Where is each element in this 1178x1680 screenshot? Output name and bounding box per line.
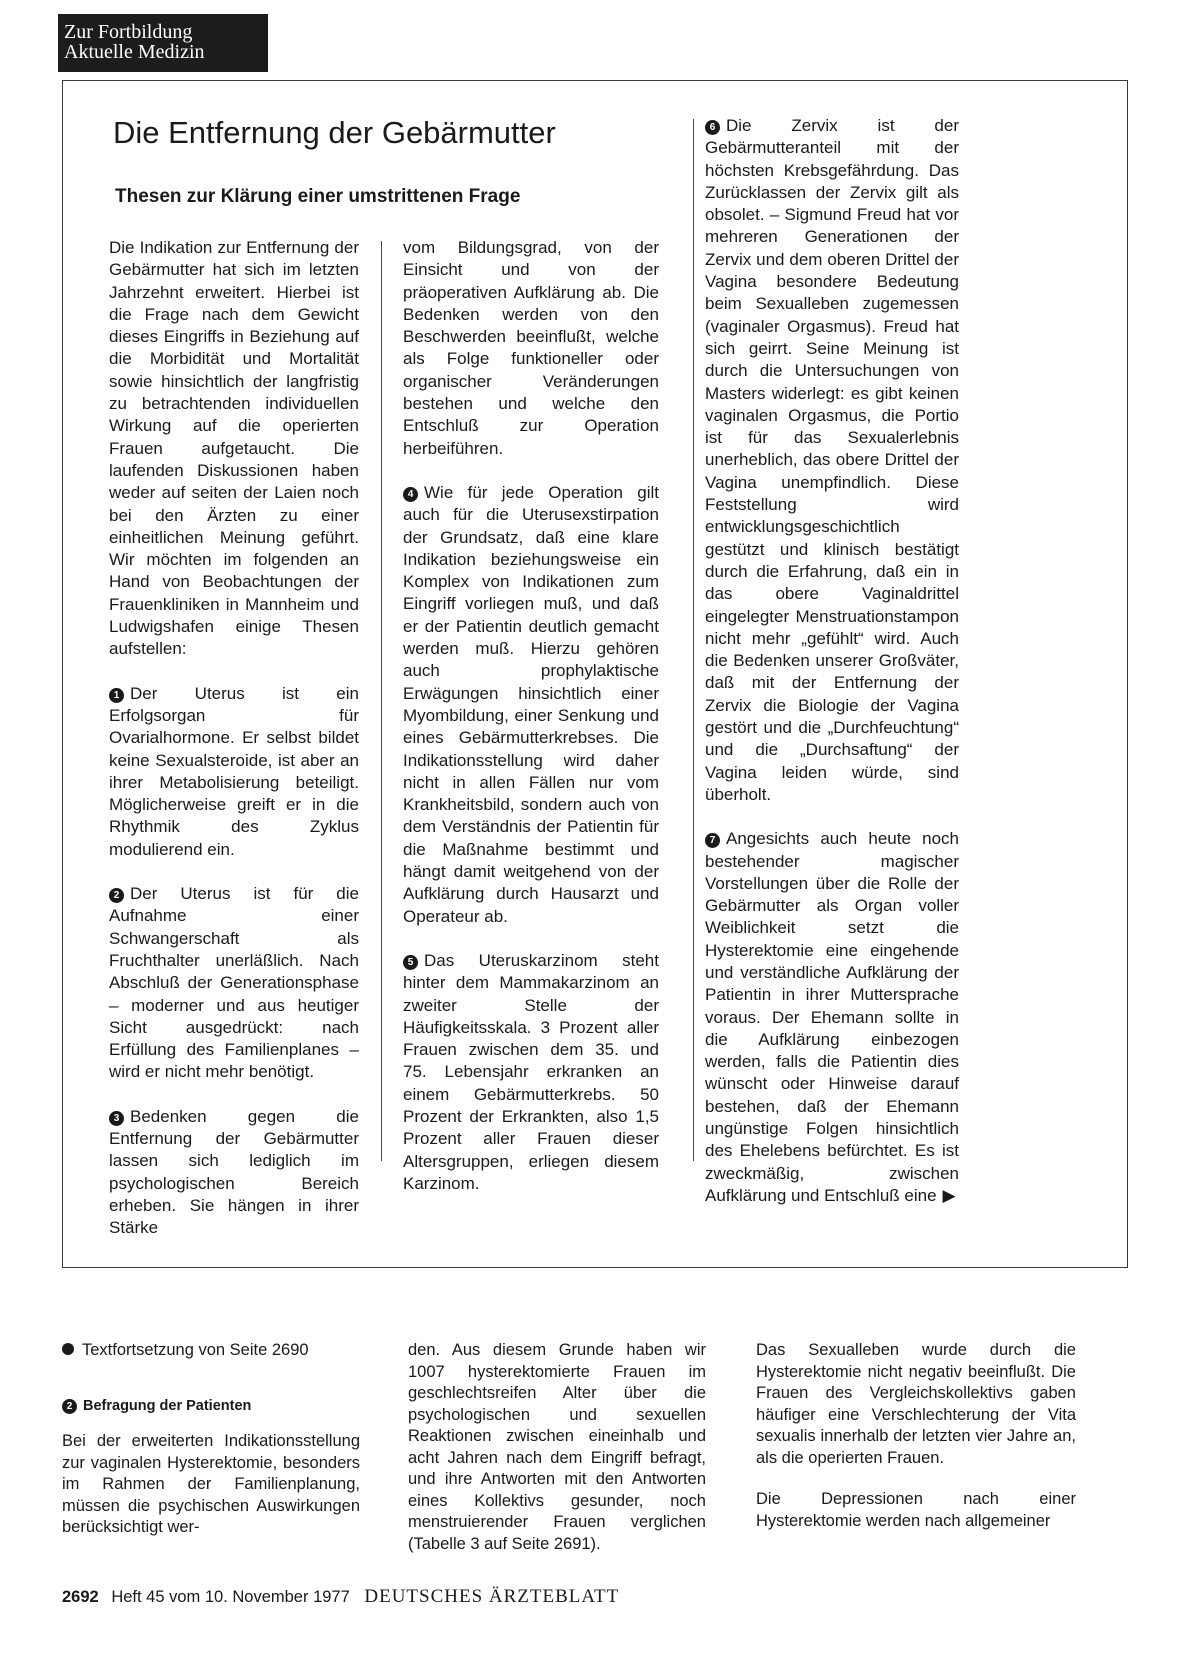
column-1 xyxy=(109,237,359,1239)
thesis-number-badge: 2 xyxy=(109,888,124,903)
thesis-number-badge: 5 xyxy=(403,955,418,970)
thesis-number-badge: 3 xyxy=(109,1111,124,1126)
subheading-text: Befragung der Patienten xyxy=(83,1397,252,1414)
column-divider xyxy=(693,119,694,1161)
column-2 xyxy=(403,237,659,1195)
article-subtitle: Thesen zur Klärung einer umstrittenen Frage xyxy=(115,186,521,207)
thesis-6 xyxy=(705,115,959,806)
bottom-column-1 xyxy=(62,1340,360,1559)
thesis-text: Die Zervix ist der Gebärmutteranteil mit der höchsten Krebsgefährdung. Das Zurücklassen der Zervix gilt als obsolet. – Sigmund Freud hat vor mehreren Generationen der Zervix und dem oberen Drittel der Vagina besondere Bedeutung beim Sexualleben zugemessen (vaginaler Orgasmus). Freud hat sich geirrt. Seine Meinung ist durch die Untersuchungen von Masters widerlegt: es gibt keinen vaginalen Orgasmus, die Portio ist für das Sexualerlebnis unerheblich, das obere Drittel der Vagina unempfindlich. Diese Feststellung wird entwicklungsgeschichtlich gestützt und klinisch bestätigt durch die Erfahrung, daß ein in das obere Vaginaldrittel eingelegter Menstruationstampon nicht mehr „gefühlt“ wird. Auch die Bedenken unserer Großväter, daß mit der Entfernung der Zervix die Biologie der Vagina gestört und die „Durchfeuchtung“ und die „Durchsaftung“ der Vagina leiden würde, sind überholt. xyxy=(705,116,959,804)
column-3 xyxy=(705,115,959,1207)
issue-info: Heft 45 vom 10. November 1977 xyxy=(111,1588,350,1606)
page-number: 2692 xyxy=(62,1588,99,1606)
bullet-icon xyxy=(62,1343,74,1355)
page-footer xyxy=(62,1586,619,1608)
thesis-3-continued: vom Bildungsgrad, von der Einsicht und von der präoperativen Aufklärung ab. Die Bedenken werden von den Beschwerden beeinflußt, welche als Folge funktioneller oder organischer Veränderungen bestehen und welche den Entschluß zur Operation herbeiführen. xyxy=(403,238,659,458)
thesis-number-badge: 1 xyxy=(109,688,124,703)
thesis-text: Der Uterus ist ein Erfolgsorgan für Ovarialhormone. Er selbst bildet keine Sexualsteroide, ist aber an ihrer Metabolisierung beteiligt. Möglicherweise greift er in die Rhythmik des Zyklus modulierend ein. xyxy=(109,683,359,859)
thesis-7 xyxy=(705,828,959,1207)
column-divider xyxy=(381,241,382,1161)
journal-name: DEUTSCHES ÄRZTEBLATT xyxy=(364,1586,620,1607)
continuation-note-text: Textfortsetzung von Seite 2690 xyxy=(82,1341,309,1359)
section-tag xyxy=(58,14,268,72)
thesis-text: Bedenken gegen die Entfernung der Gebärmutter lassen sich lediglich im psychologischen Bereich erheben. Sie hängen in ihrer Stärke xyxy=(109,1106,359,1238)
article-title: Die Entfernung der Gebärmutter xyxy=(113,115,556,150)
thesis-text: Wie für jede Operation gilt auch für die Uterusexstirpation der Grundsatz, daß eine klare Indikation beziehungsweise ein Komplex von Indikationen zum Eingriff vorliegen muß, und daß er der Patientin deutlich gemacht werden muß. Hierzu gehören auch prophylaktische Erwägungen hinsichtlich einer Myombildung, einer Senkung und eines Gebärmutterkrebses. Die Indikationsstellung wird daher nicht in allen Fällen nur vom Krankheitsbild, sondern auch von dem Verständnis der Patientin für die Maßnahme bestimmt und hängt damit weitgehend von der Aufklärung durch Hausarzt und Operateur ab. xyxy=(403,482,659,926)
body-paragraph: Das Sexualleben wurde durch die Hysterektomie nicht negativ beeinflußt. Die Frauen des Vergleichskollektivs gaben häufiger eine Verschlechterung der Vita sexualis innerhalb der letzten vier Jahre an, als die operierten Frauen. xyxy=(756,1341,1076,1467)
thesis-4 xyxy=(403,482,659,928)
thesis-text: Angesichts auch heute noch bestehender magischer Vorstellungen über die Rolle der Gebärmutter als Organ voller Weiblichkeit setzt die Hysterektomie eine eingehende und verständliche Aufklärung der Patientin in ihrer Muttersprache voraus. Der Ehemann sollte in die Aufklärung einbezogen werden, falls die Patientin dies wünscht oder Hinweise darauf bestehen, daß der Ehemann ungünstige Folgen hinsichtlich des Ehelebens befürchtet. Es ist zweckmäßig, zwischen Aufklärung und Entschluß eine xyxy=(705,829,959,1205)
thesis-5 xyxy=(403,950,659,1195)
thesis-1 xyxy=(109,683,359,861)
thesis-text: Der Uterus ist für die Aufnahme einer Schwangerschaft als Fruchthalter unerläßlich. Nach Abschluß der Generationsphase – moderner und aus heutiger Sicht ausgedrückt: nach Erfüllung des Familienplanes – wird er nicht mehr benötigt. xyxy=(109,884,359,1082)
continue-arrow-icon: ▶ xyxy=(942,1185,956,1205)
thesis-text: Das Uteruskarzinom steht hinter dem Mammakarzinom an zweiter Stelle der Häufigkeitsskala. 3 Prozent aller Frauen zwischen dem 35. und 75. Lebensjahr erkranken an einem Gebärmutterkrebs. 50 Prozent der Erkrankten, also 1,5 Prozent aller Frauen dieser Altersgruppen, erliegen diesem Karzinom. xyxy=(403,950,659,1193)
thesis-number-badge: 4 xyxy=(403,487,418,502)
thesis-2 xyxy=(109,883,359,1084)
intro-paragraph: Die Indikation zur Entfernung der Gebärmutter hat sich im letzten Jahrzehnt erweitert. Hierbei ist die Frage nach dem Gewicht dieses Eingriffs in Beziehung auf die Morbidität und Mortalität sowie hinsichtlich der langfristig zu betrachtenden individuellen Wirkung auf die operierten Frauen aufgetaucht. Die laufenden Diskussionen haben weder auf seiten der Laien noch bei den Ärzten zu einer einheitlichen Meinung geführt. Wir möchten im folgenden an Hand von Beobachtungen der Frauenkliniken in Mannheim und Ludwigshafen einige Thesen aufstellen: xyxy=(109,238,359,659)
section-tag-line2: Aktuelle Medizin xyxy=(64,41,205,63)
thesis-number-badge: 6 xyxy=(705,120,720,135)
body-paragraph: Die Depressionen nach einer Hysterektomie werden nach allgemeiner xyxy=(756,1490,1076,1530)
continuation-note xyxy=(62,1340,360,1362)
subheading-number-badge: 2 xyxy=(62,1399,77,1414)
body-paragraph: Bei der erweiterten Indikationsstellung zur vaginalen Hysterektomie, besonders im Rahmen der Familienplanung, müssen die psychischen Auswirkungen berücksichtigt wer- xyxy=(62,1432,360,1536)
article-box xyxy=(62,80,1128,1268)
section-subheading xyxy=(62,1396,360,1418)
section-tag-line1: Zur Fortbildung xyxy=(64,21,193,43)
body-paragraph: den. Aus diesem Grunde haben wir 1007 hysterektomierte Frauen im geschlechtsreifen Alter über die psychologischen und sexuellen Reaktionen zwischen eineinhalb und acht Jahren nach dem Eingriff befragt, und ihre Antworten mit den Antworten eines Kollektivs gesunder, noch menstruierender Frauen verglichen (Tabelle 3 auf Seite 2691). xyxy=(408,1341,706,1553)
bottom-column-3 xyxy=(756,1340,1076,1552)
thesis-3 xyxy=(109,1106,359,1240)
bottom-column-2 xyxy=(408,1340,706,1575)
thesis-number-badge: 7 xyxy=(705,833,720,848)
